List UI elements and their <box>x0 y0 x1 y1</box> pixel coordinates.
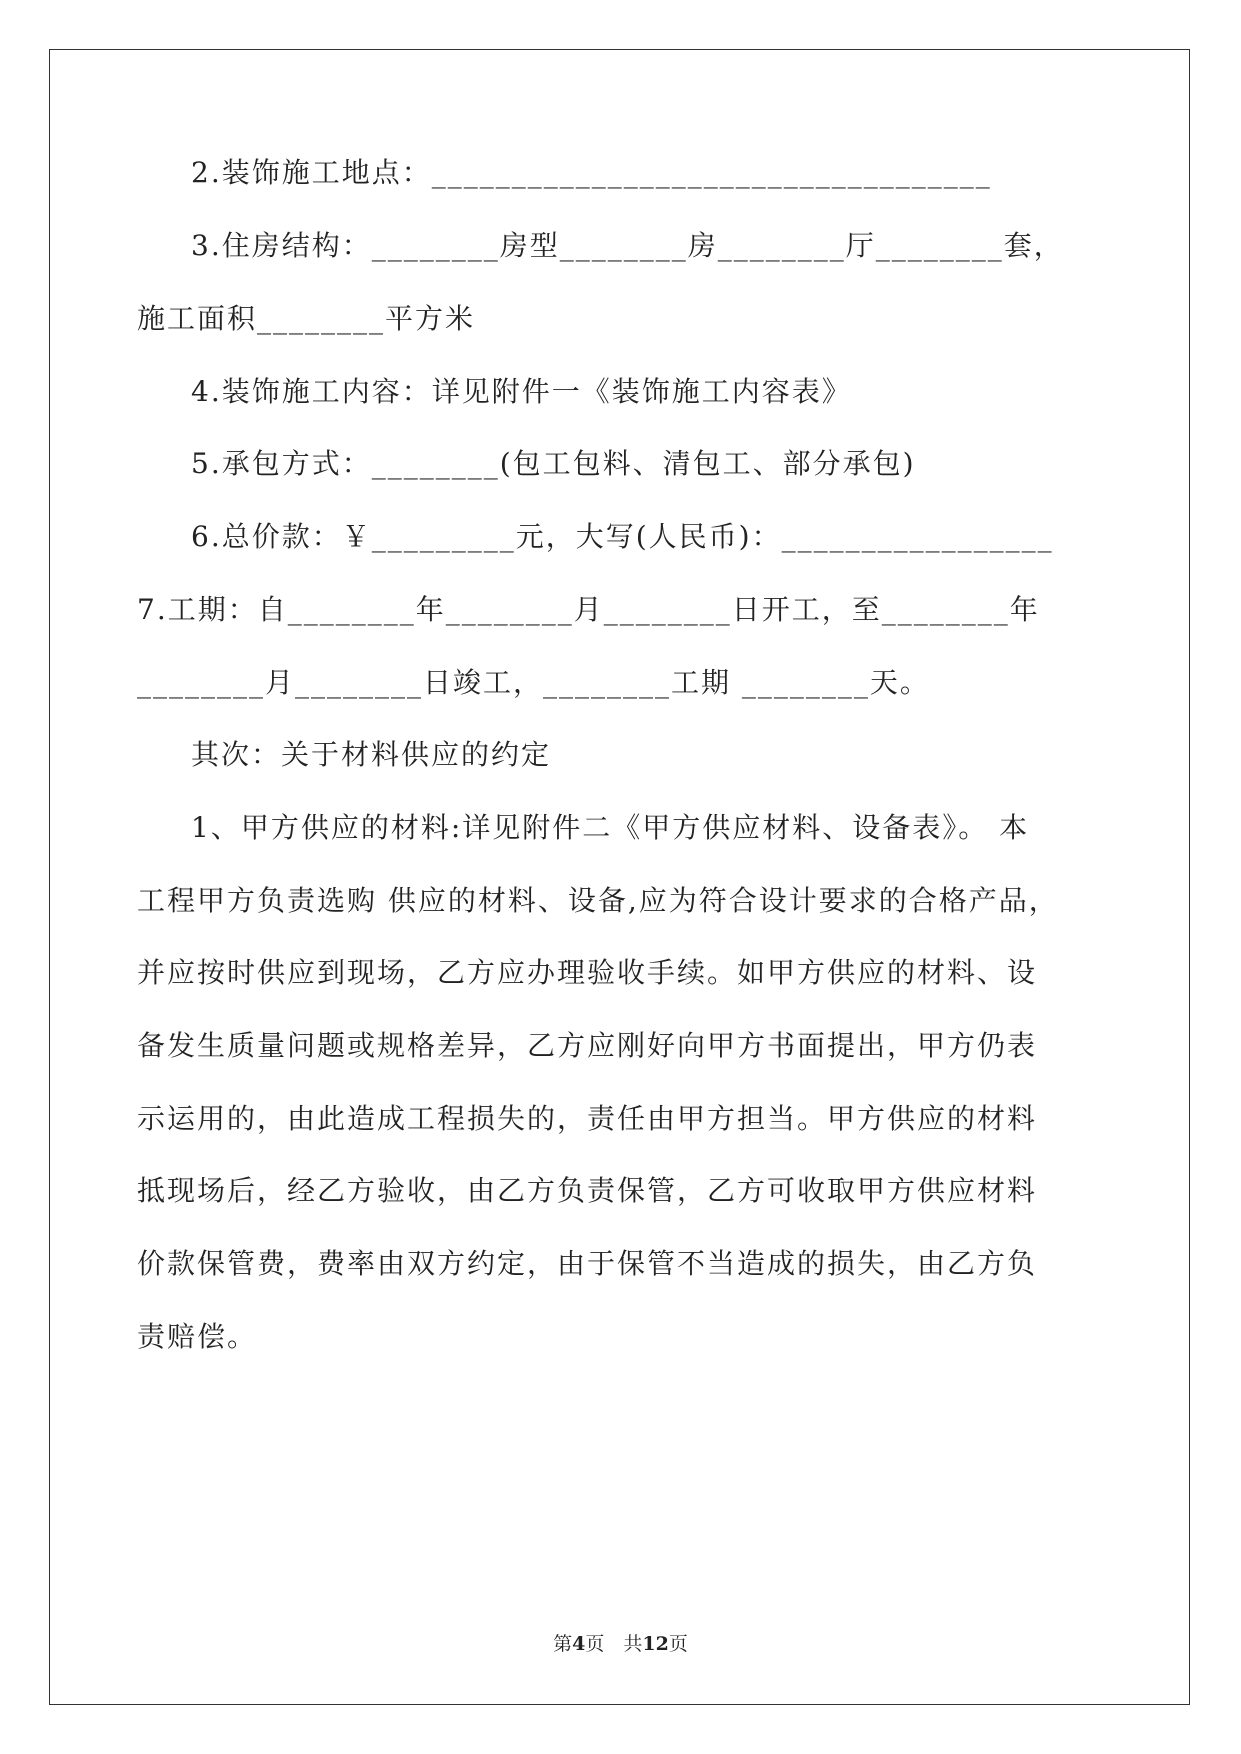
text-line: 责赔偿。 <box>137 1320 258 1353</box>
text-line: 工程甲方负责选购 供应的材料、设备,应为符合设计要求的合格产品， <box>137 884 1059 917</box>
text-line: 2.装饰施工地点：___________________________________ <box>191 156 992 189</box>
text-line: 5.承包方式：________(包工包料、清包工、部分承包) <box>191 447 916 480</box>
text-line: 示运用的，由此造成工程损失的，责任由甲方担当。甲方供应的材料 <box>137 1102 1038 1135</box>
text-line: 7.工期：自________年________月________日开工，至________年 <box>137 593 1040 626</box>
current-page-number: 4 <box>572 1633 586 1655</box>
section-heading: 其次：关于材料供应的约定 <box>191 738 552 771</box>
text-line: 3.住房结构：________房型________房________厅________套， <box>191 229 1064 262</box>
text-line: ________月________日竣工，________工期 ________天。 <box>137 666 930 699</box>
text-line: 6.总价款：￥_________元，大写(人民币)：_________________ <box>191 520 1054 553</box>
footer-mid: 页 共 <box>585 1633 643 1655</box>
text-line: 价款保管费，费率由双方约定，由于保管不当造成的损失，由乙方负 <box>137 1247 1038 1280</box>
total-pages-number: 12 <box>642 1633 669 1655</box>
footer-suffix: 页 <box>668 1633 688 1655</box>
text-line: 施工面积________平方米 <box>137 302 476 335</box>
text-line: 4.装饰施工内容：详见附件一《装饰施工内容表》 <box>191 375 852 408</box>
text-line: 抵现场后，经乙方验收，由乙方负责保管，乙方可收取甲方供应材料 <box>137 1174 1038 1207</box>
text-line: 1、甲方供应的材料:详见附件二《甲方供应材料、设备表》。 本 <box>191 811 1030 844</box>
text-line: 备发生质量问题或规格差异，乙方应刚好向甲方书面提出，甲方仍表 <box>137 1029 1038 1062</box>
page-footer <box>0 1632 1241 1656</box>
text-line: 并应按时供应到现场，乙方应办理验收手续。如甲方供应的材料、设 <box>137 956 1038 989</box>
page-border <box>49 49 1190 1705</box>
footer-prefix: 第 <box>553 1633 573 1655</box>
